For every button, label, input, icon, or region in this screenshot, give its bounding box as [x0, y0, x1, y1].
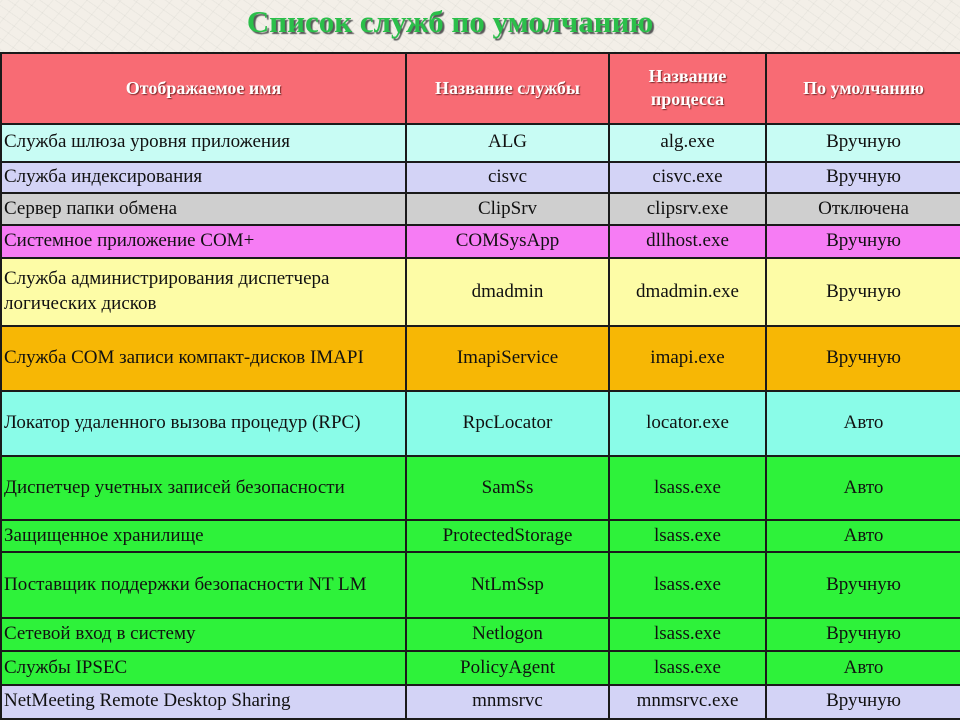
- cell-display-name: Защищенное хранилище: [1, 520, 406, 552]
- cell-process-name: imapi.exe: [609, 326, 766, 391]
- header-process-name: Название процесса: [609, 53, 766, 124]
- cell-service-name: Netlogon: [406, 618, 609, 651]
- cell-display-name: Служба индексирования: [1, 162, 406, 193]
- cell-process-name: dllhost.exe: [609, 225, 766, 258]
- cell-default: Вручную: [766, 552, 960, 618]
- cell-display-name: Системное приложение COM+: [1, 225, 406, 258]
- cell-process-name: lsass.exe: [609, 552, 766, 618]
- cell-default: Вручную: [766, 618, 960, 651]
- table-row: [1, 391, 960, 456]
- cell-display-name: Поставщик поддержки безопасности NT LM: [1, 552, 406, 618]
- table-row: [1, 456, 960, 521]
- cell-service-name: COMSysApp: [406, 225, 609, 258]
- cell-default: Авто: [766, 456, 960, 521]
- cell-default: Вручную: [766, 124, 960, 162]
- table-row: [1, 552, 960, 618]
- table-row: [1, 618, 960, 651]
- cell-process-name: lsass.exe: [609, 618, 766, 651]
- page-title: Список служб по умолчанию: [246, 4, 654, 39]
- cell-service-name: ALG: [406, 124, 609, 162]
- cell-default: Авто: [766, 391, 960, 456]
- cell-service-name: RpcLocator: [406, 391, 609, 456]
- table-row: [1, 193, 960, 224]
- header-display-name: Отображаемое имя: [1, 53, 406, 124]
- cell-process-name: lsass.exe: [609, 456, 766, 521]
- table-row: [1, 258, 960, 327]
- cell-service-name: ClipSrv: [406, 193, 609, 224]
- table-row: [1, 124, 960, 162]
- cell-display-name: Сетевой вход в систему: [1, 618, 406, 651]
- cell-display-name: Служба шлюза уровня приложения: [1, 124, 406, 162]
- cell-default: Вручную: [766, 225, 960, 258]
- cell-display-name: Служба COM записи компакт-дисков IMAPI: [1, 326, 406, 391]
- header-default: По умолчанию: [766, 53, 960, 124]
- cell-service-name: PolicyAgent: [406, 651, 609, 684]
- cell-display-name: Служба администрирования диспетчера логических дисков: [1, 258, 406, 327]
- cell-default: Авто: [766, 520, 960, 552]
- cell-service-name: dmadmin: [406, 258, 609, 327]
- cell-process-name: lsass.exe: [609, 651, 766, 684]
- cell-process-name: cisvc.exe: [609, 162, 766, 193]
- cell-service-name: SamSs: [406, 456, 609, 521]
- cell-service-name: ProtectedStorage: [406, 520, 609, 552]
- table-row: [1, 326, 960, 391]
- cell-default: Вручную: [766, 258, 960, 327]
- cell-process-name: clipsrv.exe: [609, 193, 766, 224]
- cell-default: Вручную: [766, 162, 960, 193]
- header-service-name: Название службы: [406, 53, 609, 124]
- cell-display-name: Диспетчер учетных записей безопасности: [1, 456, 406, 521]
- cell-default: Отключена: [766, 193, 960, 224]
- cell-service-name: cisvc: [406, 162, 609, 193]
- table-row: [1, 651, 960, 684]
- cell-display-name: Локатор удаленного вызова процедур (RPC): [1, 391, 406, 456]
- table-row: [1, 685, 960, 719]
- table-row: [1, 520, 960, 552]
- cell-service-name: mnmsrvc: [406, 685, 609, 719]
- cell-process-name: alg.exe: [609, 124, 766, 162]
- table-header-row: [1, 53, 960, 124]
- cell-default: Авто: [766, 651, 960, 684]
- cell-display-name: Сервер папки обмена: [1, 193, 406, 224]
- table-row: [1, 162, 960, 193]
- cell-process-name: lsass.exe: [609, 520, 766, 552]
- cell-default: Вручную: [766, 685, 960, 719]
- cell-process-name: dmadmin.exe: [609, 258, 766, 327]
- cell-display-name: Службы IPSEC: [1, 651, 406, 684]
- cell-service-name: NtLmSsp: [406, 552, 609, 618]
- cell-service-name: ImapiService: [406, 326, 609, 391]
- cell-process-name: locator.exe: [609, 391, 766, 456]
- table-row: [1, 225, 960, 258]
- services-table: [0, 52, 960, 720]
- cell-display-name: NetMeeting Remote Desktop Sharing: [1, 685, 406, 719]
- cell-process-name: mnmsrvc.exe: [609, 685, 766, 719]
- cell-default: Вручную: [766, 326, 960, 391]
